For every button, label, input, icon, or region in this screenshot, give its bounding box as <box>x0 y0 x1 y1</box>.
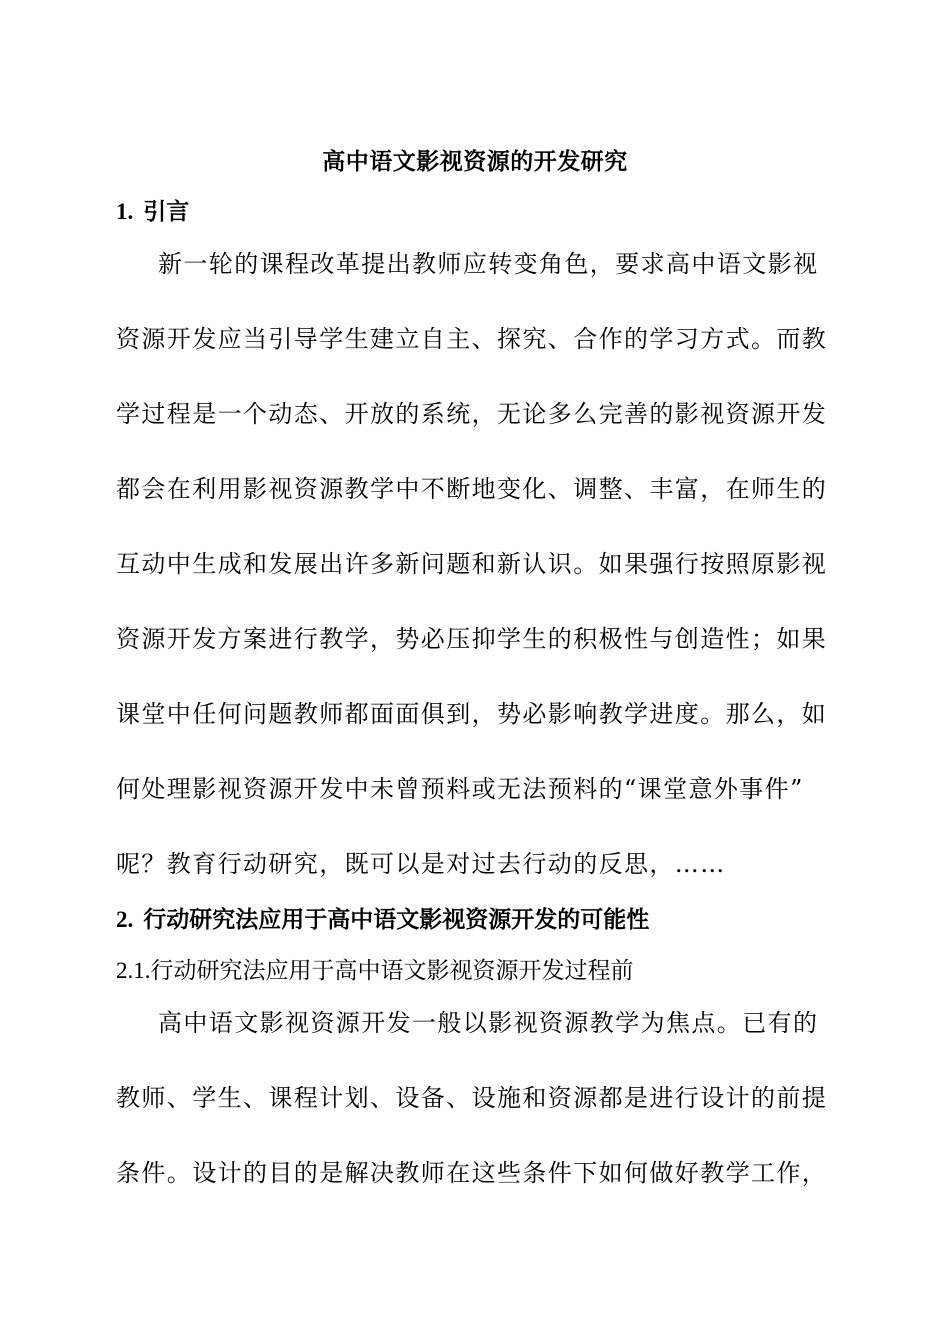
section-2-paragraph <box>116 1005 838 1230</box>
paragraph-line: 高中语文影视资源开发一般以影视资源教学为焦点。已有的 <box>158 1009 819 1037</box>
subsection-2-1-number: 2.1. <box>116 958 151 983</box>
paragraph-line: 资源开发应当引导学生建立自主、探究、合作的学习方式。而教 <box>116 325 828 353</box>
section-1-title: 引言 <box>143 199 190 225</box>
section-1-number: 1. <box>116 199 134 224</box>
document-title: 高中语文影视资源的开发研究 <box>322 149 628 175</box>
paragraph-line: 学过程是一个动态、开放的系统，无论多么完善的影视资源开发 <box>116 400 828 428</box>
paragraph-line: 教师、学生、课程计划、设备、设施和资源都是进行设计的前提 <box>116 1084 828 1112</box>
paragraph-line: 资源开发方案进行教学，势必压抑学生的积极性与创造性；如果 <box>116 625 828 653</box>
paragraph-line: 互动中生成和发展出许多新问题和新认识。如果强行按照原影视 <box>116 550 828 578</box>
paragraph-line: 呢？教育行动研究，既可以是对过去行动的反思，…… <box>116 850 726 878</box>
section-2-title: 行动研究法应用于高中语文影视资源开发的可能性 <box>143 907 650 933</box>
section-1-paragraph <box>116 246 838 921</box>
paragraph-line: 何处理影视资源开发中未曾预料或无法预料的“课堂意外事件” <box>116 775 804 803</box>
paragraph-line: 新一轮的课程改革提出教师应转变角色，要求高中语文影视 <box>158 250 819 278</box>
section-2-number: 2. <box>116 907 134 932</box>
paragraph-line: 课堂中任何问题教师都面面俱到，势必影响教学进度。那么，如 <box>116 700 828 728</box>
section-2-heading <box>116 902 649 938</box>
subsection-2-1-title: 行动研究法应用于高中语文影视资源开发过程前 <box>150 958 634 984</box>
subsection-2-1-heading <box>116 953 634 989</box>
paragraph-line: 都会在利用影视资源教学中不断地变化、调整、丰富，在师生的 <box>116 475 828 503</box>
section-1-heading <box>116 194 189 230</box>
paragraph-line: 条件。设计的目的是解决教师在这些条件下如何做好教学工作， <box>116 1159 828 1187</box>
